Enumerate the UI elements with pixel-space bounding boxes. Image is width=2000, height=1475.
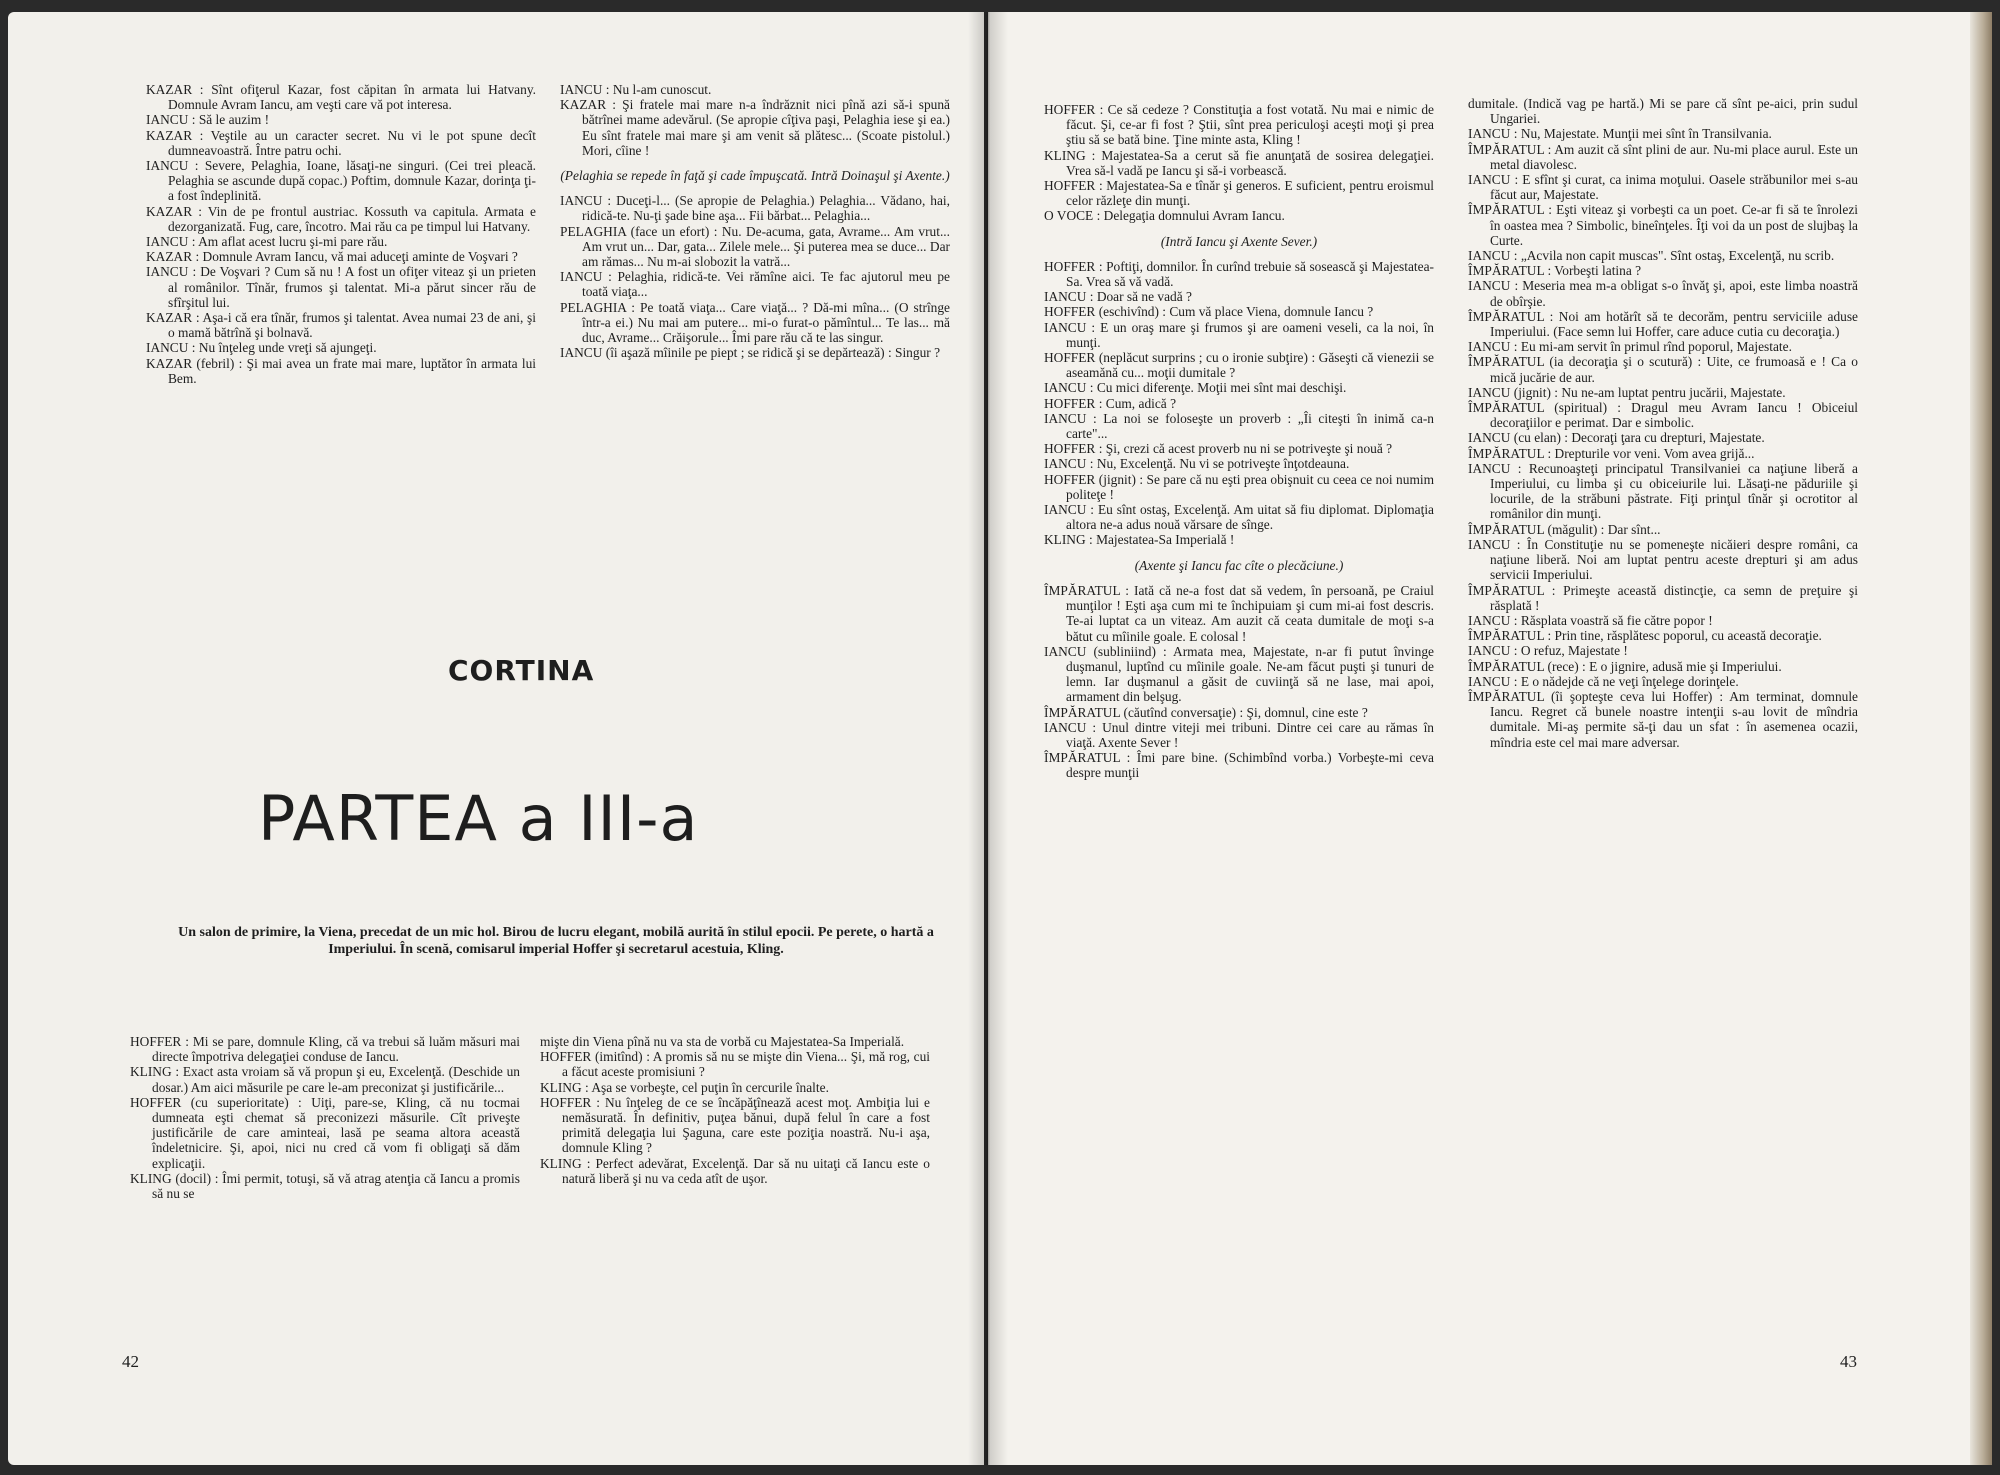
dialogue-line: ÎMPĂRATUL : Îmi pare bine. (Schimbînd vorba.) Vorbeşte-mi ceva despre munţii bbox=[1044, 750, 1434, 781]
dialogue-line: HOFFER : Poftiţi, domnilor. În curînd trebuie să sosească şi Majestatea-Sa. Vrea să vă vadă. bbox=[1044, 258, 1434, 290]
left-bottom-left-column bbox=[130, 1034, 520, 1201]
dialogue-line: mişte din Viena pînă nu va sta de vorbă cu Majestatea-Sa Imperială. bbox=[540, 1034, 905, 1049]
left-top-left-column bbox=[146, 82, 536, 386]
dialogue-line: ÎMPĂRATUL (căutînd conversaţie) : Şi, domnul, cine este ? bbox=[1044, 704, 1368, 720]
dialogue-line: IANCU : La noi se foloseşte un proverb : „Îi citeşti în inimă ca-n carte"... bbox=[1044, 410, 1434, 442]
dialogue-line: KLING : Majestatea-Sa a cerut să fie anunţată de sosirea delegaţiei. Vrea să-l vadă pe Iancu şi să-i vorbească. bbox=[1044, 147, 1434, 178]
dialogue-line: dumitale. (Indică vag pe hartă.) Mi se pare că sînt pe-aici, prin sudul Ungariei. bbox=[1468, 96, 1858, 127]
dialogue-line: ÎMPĂRATUL : Vorbeşti latina ? bbox=[1468, 263, 1642, 279]
dialogue-line: HOFFER (jignit) : Se pare că nu eşti prea obişnuit cu ceea ce noi numim politeţe ! bbox=[1044, 471, 1434, 502]
dialogue-line: HOFFER (eschivînd) : Cum vă place Viena, domnule Iancu ? bbox=[1044, 304, 1374, 320]
dialogue-line: IANCU : De Voşvari ? Cum să nu ! A fost un ofiţer viteaz şi un prieten al românilor. Tînăr, frumos şi talentat. Mi-a părut sincer rău de sfîrşitul lui. bbox=[146, 264, 536, 310]
dialogue-line: ÎMPĂRATUL (rece) : E o jignire, adusă mie şi Imperiului. bbox=[1468, 658, 1782, 674]
dialogue-line: IANCU : Nu, Excelenţă. Nu vi se potriveşte înţotdeauna. bbox=[1044, 456, 1350, 472]
dialogue-line: IANCU : E sfînt şi curat, ca inima moţului. Oasele străbunilor mei s-au făcut aur, Majestate. bbox=[1468, 172, 1858, 203]
dialogue-line: HOFFER : Majestatea-Sa e tînăr şi generos. E suficient, pentru eroismul celor răzleţe din munţi. bbox=[1044, 178, 1434, 209]
cortina-heading: CORTINA bbox=[448, 654, 595, 687]
dialogue-line: KAZAR : Veştile au un caracter secret. Nu vi le pot spune decît dumneavoastră. Între patru ochi. bbox=[146, 127, 536, 158]
dialogue-line: KAZAR : Vin de pe frontul austriac. Kossuth va capitula. Armata e dezorganizată. Fug, care, încotro. Mai rău ca pe timpul lui Hatvany. bbox=[146, 203, 536, 234]
dialogue-line: IANCU : Unul dintre viteji mei tribuni. Dintre cei care au rămas în viaţă. Axente Sever ! bbox=[1044, 719, 1434, 750]
dialogue-line: IANCU : Duceţi-l... (Se apropie de Pelaghia.) Pelaghia... Vădano, hai, ridică-te. Nu-ţi şade bine aşa... Fii bărbat... Pelaghia... bbox=[560, 193, 950, 224]
dialogue-line: ÎMPĂRATUL (spiritual) : Dragul meu Avram Iancu ! Obiceiul decoraţiilor e perimat. Dar e simbolic. bbox=[1468, 400, 1858, 431]
stage-direction: (Axente şi Iancu fac cîte o plecăciune.) bbox=[1134, 557, 1344, 573]
dialogue-line: O VOCE : Delegaţia domnului Avram Iancu. bbox=[1044, 208, 1285, 224]
right-page bbox=[988, 12, 1992, 1465]
dialogue-line: IANCU : Meseria mea m-a obligat s-o învăţ şi, apoi, este limba noastră de obîrşie. bbox=[1468, 278, 1858, 309]
dialogue-line: IANCU (jignit) : Nu ne-am luptat pentru jucării, Majestate. bbox=[1468, 384, 1786, 400]
left-top-right-column bbox=[560, 82, 950, 360]
dialogue-line: KAZAR (febril) : Şi mai avea un frate mai mare, luptător în armata lui Bem. bbox=[146, 355, 536, 386]
dialogue-line: HOFFER : Cum, adică ? bbox=[1044, 395, 1177, 411]
dialogue-line: ÎMPĂRATUL : Iată că ne-a fost dat să vedem, în persoană, pe Craiul munţilor ! Eşti aşa cum mi te închipuiam şi cum mi-ai fost descris. Te-ai luptat ca un viteaz. Am auzit că ceata dumitale de moţi s-a bătut cu mîinile goale. E colosal ! bbox=[1044, 582, 1434, 644]
dialogue-line: ÎMPĂRATUL : Drepturile vor veni. Vom avea grijă... bbox=[1468, 445, 1755, 461]
dialogue-line: PELAGHIA (face un efort) : Nu. De-acuma, gata, Avrame... Am vrut... Am vrut un... Dar, gata... Zilele mele... Şi puterea mea se duce... Dar am rămas... Nu m-ai slobozit la vatră... bbox=[560, 223, 950, 270]
dialogue-line: ÎMPĂRATUL (îi şopteşte ceva lui Hoffer) : Am terminat, domnule Iancu. Regret că bunele noastre intenţii s-au lovit de mîndria dumitale. Mi-aş permite să-ţi dau un sfat : în asemenea ocazii, mîndria este cel mai mare adversar. bbox=[1468, 688, 1858, 750]
dialogue-line: HOFFER : Ce să cedeze ? Constituţia a fost votată. Nu mai e nimic de făcut. Şi, ce-ar fi fost ? Ştii, sînt prea periculoşi aceşti moţi şi prea ştiu să se bată bine. Ţine minte asta, Kling ! bbox=[1044, 102, 1434, 148]
dialogue-line: IANCU : Am aflat acest lucru şi-mi pare rău. bbox=[146, 234, 388, 250]
dialogue-line: KLING : Perfect adevărat, Excelenţă. Dar să nu uitaţi că Iancu este o natură liberă şi nu va ceda atît de uşor. bbox=[540, 1155, 930, 1186]
dialogue-line: IANCU (îi aşază mîinile pe piept ; se ridică şi se depărtează) : Singur ? bbox=[560, 345, 941, 361]
dialogue-line: ÎMPĂRATUL : Prin tine, răsplătesc poporul, cu această decoraţie. bbox=[1468, 628, 1822, 644]
dialogue-line: KAZAR : Domnule Avram Iancu, vă mai aduceţi aminte de Voşvari ? bbox=[146, 249, 518, 265]
dialogue-line: IANCU (cu elan) : Decoraţi ţara cu drepturi, Majestate. bbox=[1468, 430, 1765, 446]
dialogue-line: IANCU : O refuz, Majestate ! bbox=[1468, 643, 1628, 659]
stage-direction: (Intră Iancu şi Axente Sever.) bbox=[1160, 233, 1318, 249]
page-number-left: 42 bbox=[122, 1352, 139, 1371]
dialogue-line: ÎMPĂRATUL (măgulit) : Dar sînt... bbox=[1468, 521, 1661, 537]
left-bottom-right-column bbox=[540, 1034, 930, 1186]
dialogue-line: KAZAR : Aşa-i că era tînăr, frumos şi talentat. Avea numai 23 de ani, şi o mamă bătrînă şi bolnavă. bbox=[146, 310, 536, 341]
dialogue-line: HOFFER : Mi se pare, domnule Kling, că va trebui să luăm măsuri mai directe împotriva delegaţiei conduse de Iancu. bbox=[130, 1034, 520, 1065]
dialogue-line: IANCU (subliniind) : Armata mea, Majestate, n-ar fi putut învinge duşmanul, luptînd cu mîinile goale. Ne-am făcut puşti şi tunuri de lemn. Iar duşmanul a găsit de cuviinţă să ne lase, mai apoi, armament din belşug. bbox=[1044, 643, 1434, 705]
dialogue-line: HOFFER : Nu înţeleg de ce se încăpăţînează acest moţ. Ambiţia lui e nemăsurată. În definitiv, puţea bănui, după felul în care a fost primită delegaţia lui Şaguna, care este poziţia noastră. Nu-i aşa, domnule Kling ? bbox=[540, 1094, 930, 1156]
dialogue-line: KAZAR : Sînt ofiţerul Kazar, fost căpitan în armata lui Hatvany. Domnule Avram Iancu, am veşti care vă pot interesa. bbox=[146, 82, 536, 113]
dialogue-line: HOFFER : Şi, crezi că acest proverb nu ni se potriveşte şi nouă ? bbox=[1044, 441, 1393, 457]
dialogue-line: KLING (docil) : Îmi permit, totuşi, să vă atrag atenţia că Iancu a promis să nu se bbox=[130, 1170, 520, 1202]
dialogue-line: IANCU : Să le auzim ! bbox=[146, 112, 270, 128]
dialogue-line: KLING : Exact asta vroiam să vă propun şi eu, Excelenţă. (Deschide un dosar.) Am aici măsurile pe care le-am preconizat şi justificările... bbox=[130, 1064, 520, 1095]
page-number-right: 43 bbox=[1840, 1352, 1857, 1371]
dialogue-line: IANCU : Răsplata voastră să fie către popor ! bbox=[1468, 612, 1713, 628]
dialogue-line: HOFFER (neplăcut surprins ; cu o ironie subţire) : Găseşti că vienezii se aseamănă cu... moţii dumitale ? bbox=[1044, 350, 1434, 381]
dialogue-line: IANCU : Doar să ne vadă ? bbox=[1044, 289, 1192, 305]
right-left-column bbox=[1044, 102, 1434, 781]
dialogue-line: PELAGHIA : Pe toată viaţa... Care viaţă... ? Dă-mi mîna... (O strînge într-a ei.) Nu mai am putere... mi-o furat-o pămîntul... Te las... mă duc, Avrame... Crăişorule... Îmi pare rău că te las singur. bbox=[560, 299, 950, 346]
part-heading: PARTEA a III-a bbox=[258, 782, 699, 855]
left-page bbox=[8, 12, 984, 1465]
dialogue-line: ÎMPĂRATUL : Primeşte această distincţie, ca semn de preţuire şi răsplată ! bbox=[1468, 582, 1858, 613]
dialogue-line: IANCU : Recunoaşteţi principatul Transilvaniei ca naţiune liberă a Imperiului, cu limba şi cu obiceiurile lui. Lăsaţi-ne păduriile şi locurile, de la străbuni păstrate. Fiţi prinţul tînăr şi ocrotitor al românilor din munţi. bbox=[1468, 460, 1858, 522]
dialogue-line: ÎMPĂRATUL : Noi am hotărît să te decorăm, pentru serviciile aduse Imperiului. (Face semn lui Hoffer, care aduce cutia cu decoraţia.) bbox=[1468, 308, 1858, 340]
dialogue-line: ÎMPĂRATUL : Am auzit că sînt plini de aur. Nu-mi place aurul. Este un metal diavolesc. bbox=[1468, 141, 1858, 172]
dialogue-line: IANCU : Eu mi-am servit în primul rînd poporul, Majestate. bbox=[1468, 339, 1792, 355]
dialogue-line: IANCU : Nu l-am cunoscut. bbox=[560, 82, 712, 97]
dialogue-line: HOFFER (imitînd) : A promis să nu se mişte din Viena... Şi, mă rog, cui a făcut aceste promisiuni ? bbox=[540, 1049, 930, 1080]
dialogue-line: IANCU : Nu, Majestate. Munţii mei sînt în Transilvania. bbox=[1468, 126, 1772, 142]
dialogue-line: IANCU : E o nădejde că ne veţi înţelege dorinţele. bbox=[1468, 673, 1739, 689]
dialogue-line: HOFFER (cu superioritate) : Uiţi, pare-se, Kling, că nu tocmai dumneata eşti chemat să preconizezi măsurile. Cît priveşte justificările de care aminteai, lasă pe seama altora această îndeletnicire. Şi, apoi, nici nu cred că vom fi obligaţi să dăm explicaţii. bbox=[130, 1094, 520, 1171]
dialogue-line: IANCU : „Acvila non capit muscas". Sînt ostaş, Excelenţă, nu scrib. bbox=[1468, 248, 1835, 264]
dialogue-line: IANCU : Nu înţeleg unde vreţi să ajungeţi. bbox=[146, 340, 377, 356]
dialogue-line: IANCU : Severe, Pelaghia, Ioane, lăsaţi-ne singuri. (Cei trei pleacă. Pelaghia se ascunde după copac.) Poftim, domnule Kazar, dorinţa ţi-a fost îndeplinită. bbox=[146, 158, 536, 204]
dialogue-line: IANCU : În Constituţie nu se pomeneşte nicăieri despre români, ca naţiune liberă. Noi am luptat pentru aceste drepturi şi am adus servicii Imperiului. bbox=[1468, 536, 1858, 583]
dialogue-line: ÎMPĂRATUL (ia decoraţia şi o scutură) : Uite, ce frumoasă e ! Ca o mică jucărie de aur. bbox=[1468, 354, 1858, 385]
scene-description: Un salon de primire, la Viena, precedat de un mic hol. Birou de lucru elegant, mobilă aurită în stilul epocii. Pe perete, o hartă a Imperiului. În scenă, comisarul imperial Hoffer şi secretarul acestuia, Kling. bbox=[178, 925, 934, 957]
dialogue-line: IANCU : Cu mici diferenţe. Moţii mei sînt mai deschişi. bbox=[1044, 380, 1347, 396]
book-edge bbox=[1970, 12, 1992, 1465]
dialogue-line: KLING : Aşa se vorbeşte, cel puţin în cercurile înalte. bbox=[540, 1079, 829, 1095]
dialogue-line: KAZAR : Şi fratele mai mare n-a îndrăznit nici pînă azi să-i spună bătrînei mame adevărul. (Se apropie cîţiva paşi, Pelaghia iese şi ea.) Eu sînt fratele mai mare şi am venit să plătesc... (Scoate pistolul.) Mori, cîine ! bbox=[560, 97, 950, 158]
stage-direction: (Pelaghia se repede în faţă şi cade împuşcată. Intră Doinaşul şi Axente.) bbox=[560, 168, 950, 184]
right-right-column bbox=[1468, 96, 1858, 750]
dialogue-line: IANCU : Pelaghia, ridică-te. Vei rămîne aici. Te fac ajutorul meu pe toată viaţa... bbox=[560, 269, 950, 300]
dialogue-line: KLING : Majestatea-Sa Imperială ! bbox=[1044, 532, 1235, 548]
dialogue-line: ÎMPĂRATUL : Eşti viteaz şi vorbeşti ca un poet. Ce-ar fi să te înrolezi în oastea mea ? Simbolic, bineînţeles. Îţi voi da un post de slujbaş la Curte. bbox=[1468, 202, 1858, 248]
dialogue-line: IANCU : E un oraş mare şi frumos şi are oameni veseli, ca la noi, în munţi. bbox=[1044, 319, 1434, 350]
dialogue-line: IANCU : Eu sînt ostaş, Excelenţă. Am uitat să fiu diplomat. Diplomaţia altora ne-a adus nouă vărsare de sînge. bbox=[1044, 502, 1434, 533]
